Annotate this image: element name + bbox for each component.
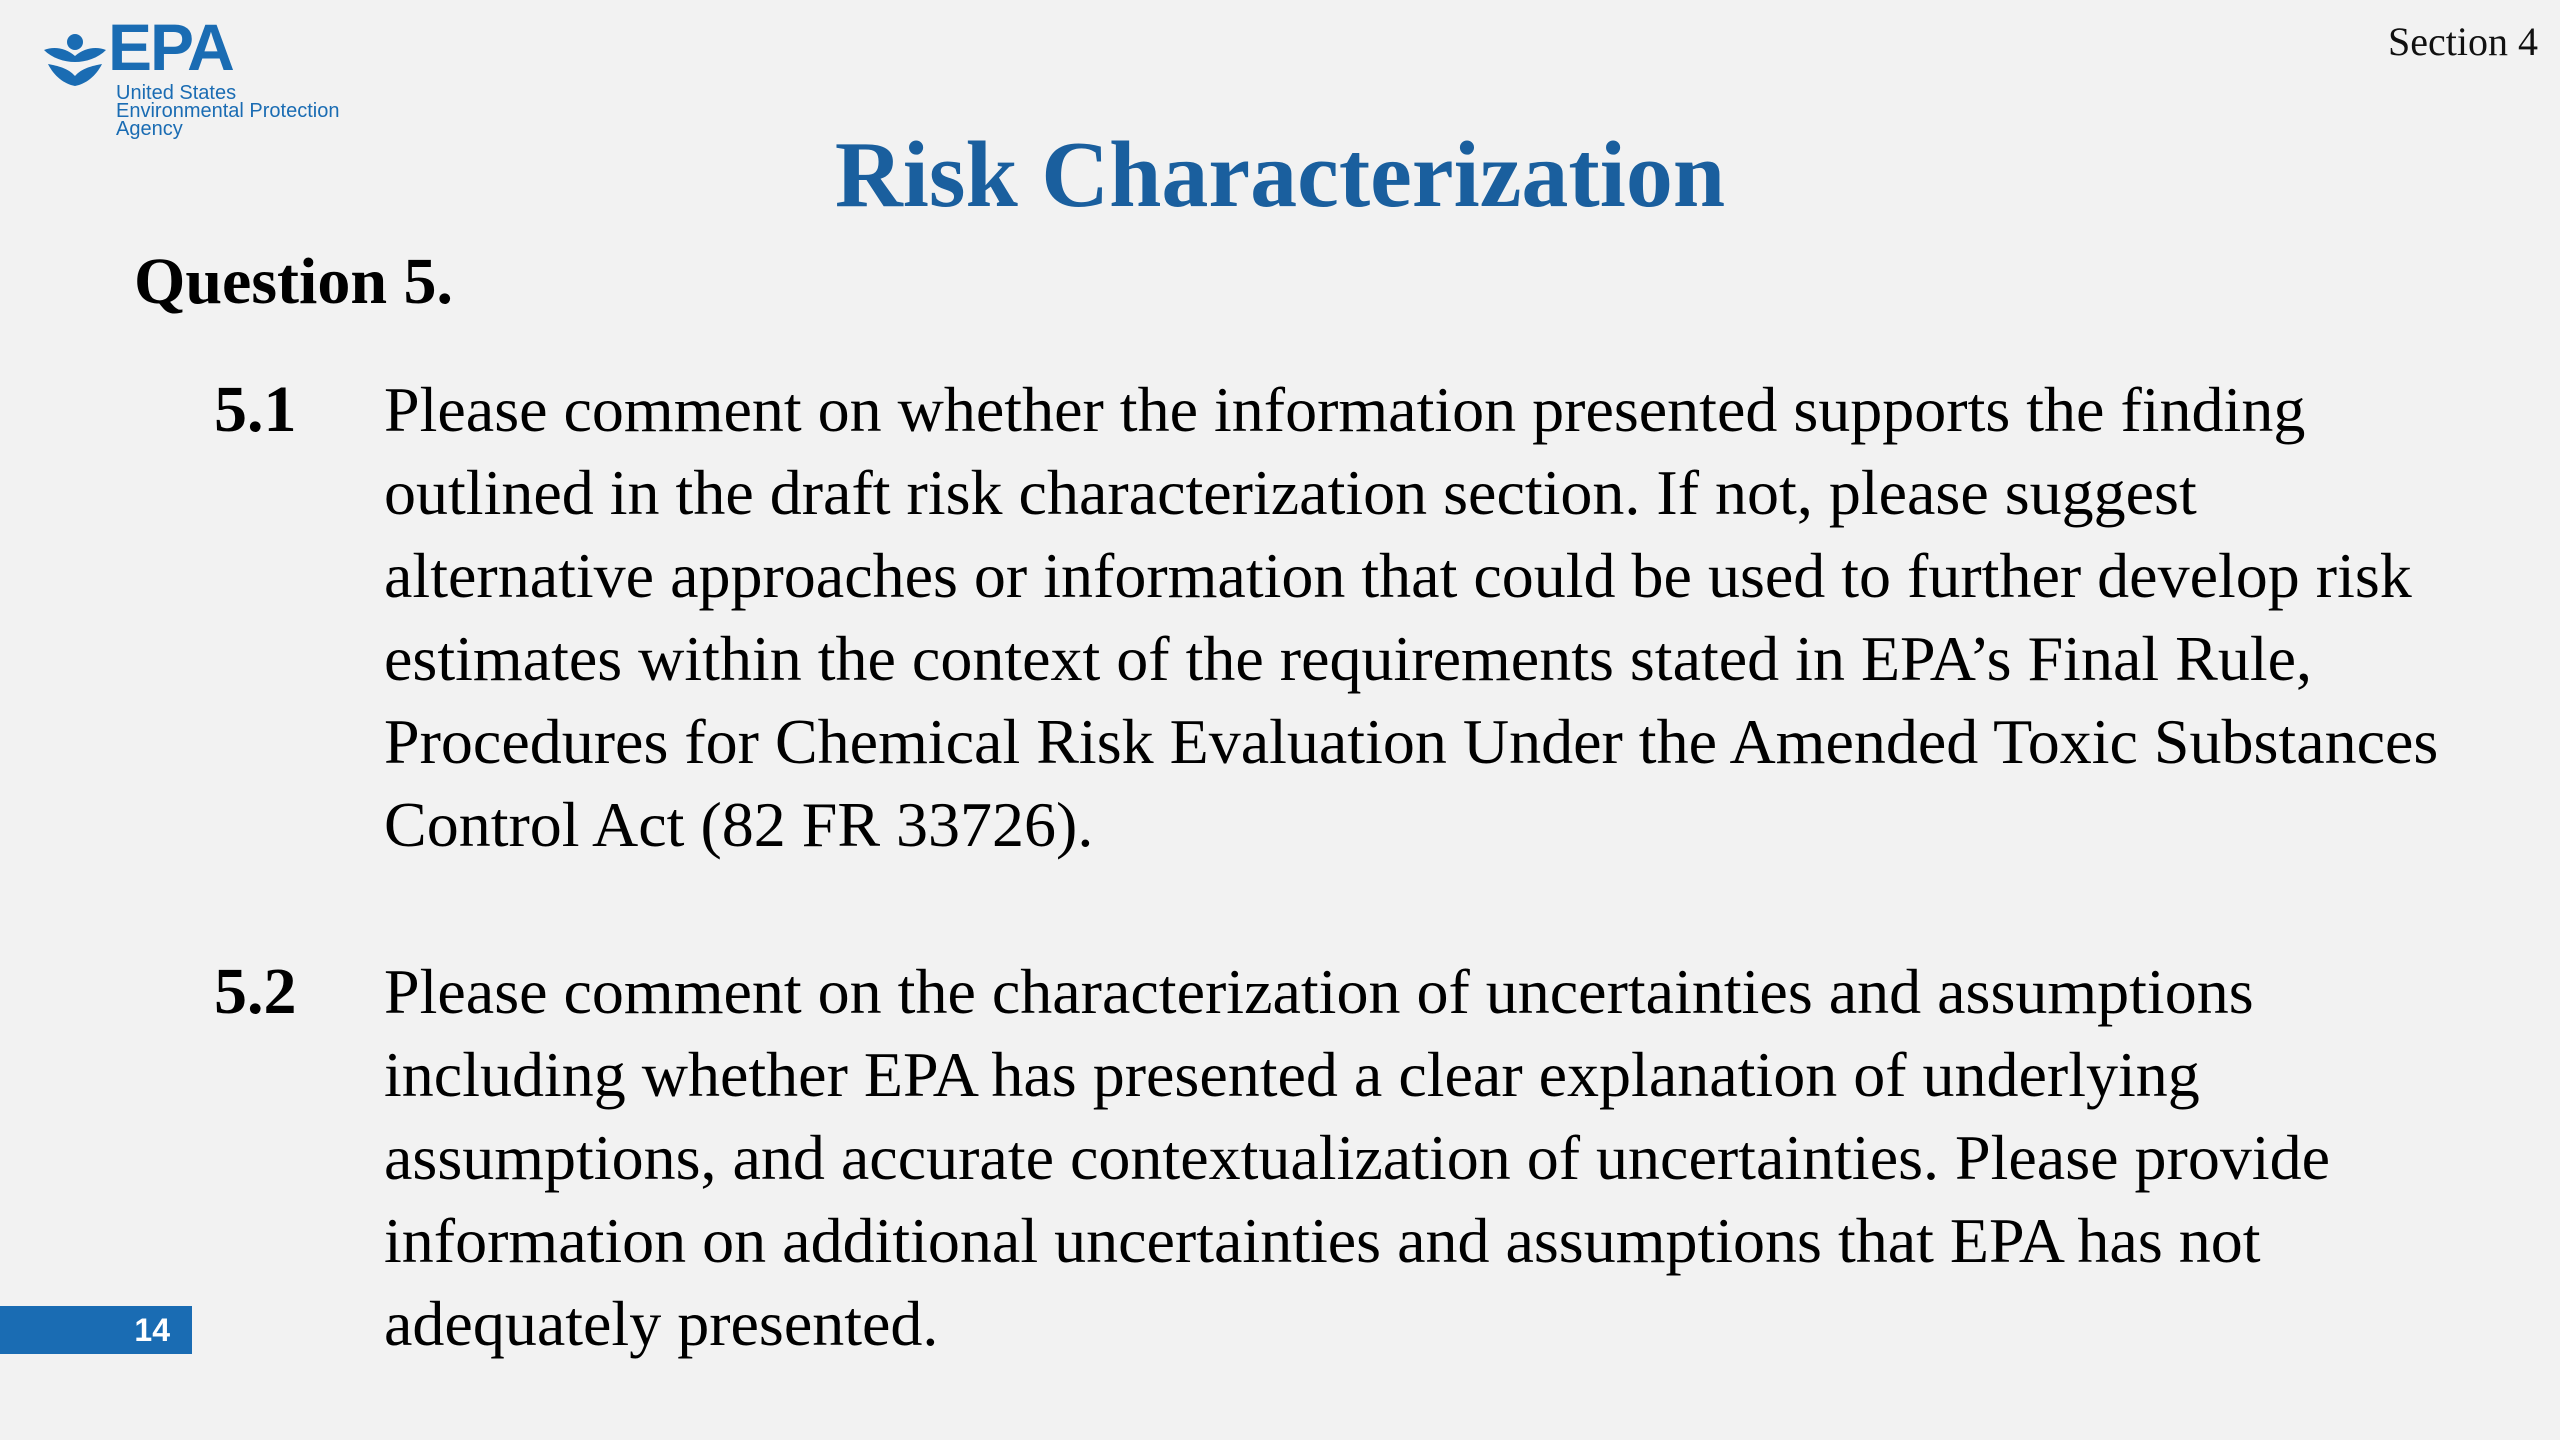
question-heading: Question 5. [134,245,454,318]
question-number: 5.2 [214,955,297,1028]
epa-flower-icon [40,32,110,88]
agency-name-line-2: Environmental Protection [116,100,340,122]
section-label: Section 4 [2388,19,2538,64]
epa-wordmark: EPA [108,10,233,84]
slide-title: Risk Characterization [834,123,1726,227]
agency-name-line-1: United States [116,82,237,104]
page-number-badge: 14 [0,1306,192,1354]
question-text: Please comment on the characterization of uncertainties and assumptions including whether EPA has presented a clear explanation of underlying assumptions, and accurate contextualization of uncertainties. Please provide information on additional uncertainties and assumptions that EPA has not adequately presented. [384,956,2330,1359]
agency-name-line-3: Agency [116,118,183,140]
question-number: 5.1 [214,373,297,446]
question-text: Please comment on whether the information presented supports the finding outlined in the draft risk characterization section. If not, please suggest alternative approaches or information that could be used to further develop risk estimates within the context of the requirements stated in EPA’s Final Rule, Procedures for Chemical Risk Evaluation Under the Amended Toxic Substances Control Act (82 FR 33726). [384,374,2439,860]
